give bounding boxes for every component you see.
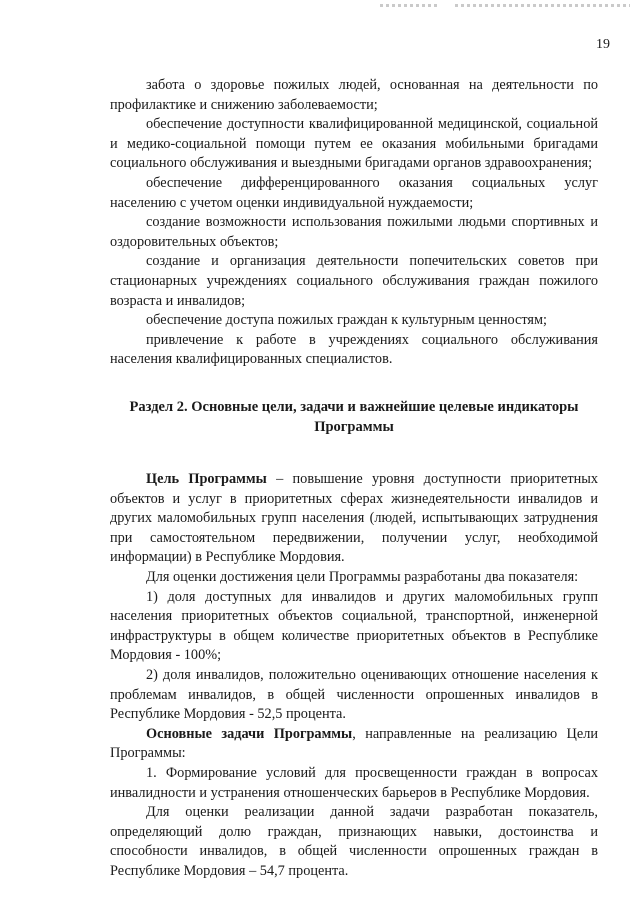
page-number: 19: [596, 37, 610, 52]
indicator-item: 1) доля доступных для инвалидов и других маломобильных групп населения приоритетных объектов социальной, транспортной, инженерной инфраструктуры в общем количестве приоритетных объектов в Республике Мордовия - 100%;: [110, 588, 598, 664]
task-indicator: Для оценки реализации данной задачи разработан показатель, определяющий долю граждан, признающих навыки, достоинства и способности инвалидов, в общей численности опрошенных граждан в Республике Мордовия – 54,7 процента.: [110, 804, 598, 879]
tasks-paragraph: [110, 725, 598, 764]
list-item: привлечение к работе в учреждениях социального обслуживания населения квалифицированных специалистов.: [110, 331, 598, 368]
list-item: обеспечение доступа пожилых граждан к культурным ценностям;: [146, 312, 548, 329]
indicators-intro: Для оценки достижения цели Программы разработаны два показателя:: [146, 569, 579, 586]
list-item: создание возможности использования пожилыми людьми спортивных и оздоровительных объектов;: [110, 214, 598, 250]
scan-artifact: [380, 4, 440, 7]
tasks-lead: Основные задачи Программы: [146, 725, 353, 742]
section-heading: Раздел 2. Основные цели, задачи и важнейшие целевые индикаторы Программы: [129, 398, 579, 435]
indicator-item: 2) доля инвалидов, положительно оценивающих отношение населения к проблемам инвалидов, в общей численности опрошенных инвалидов в Республике Мордовия - 52,5 процента.: [110, 667, 598, 723]
list-item: создание и организация деятельности попечительских советов при стационарных учреждениях социального обслуживания граждан пожилого возраста и инвалидов;: [110, 253, 598, 309]
list-item: обеспечение дифференцированного оказания социальных услуг населению с учетом оценки индивидуальной нуждаемости;: [110, 174, 598, 211]
list-item: забота о здоровье пожилых людей, основанная на деятельности по профилактике и снижению заболеваемости;: [110, 77, 598, 113]
scan-artifact: [455, 4, 630, 7]
list-item: обеспечение доступности квалифицированной медицинской, социальной и медико-социальной помощи путем ее оказания мобильными бригадами социального обслуживания и выездными бригадами органов здравоохранения;: [110, 116, 598, 172]
goal-paragraph: [110, 470, 598, 568]
tasks-text: , направленные на реализацию Цели Программы:: [110, 725, 598, 762]
goal-text: – повышение уровня доступности приоритетных объектов и услуг в приоритетных сферах жизнедеятельности инвалидов и других маломобильных групп населения (людей, испытывающих затруднения при самостоятельном передвижении, получении услуг, необходимой информации) в Республике Мордовия.: [110, 471, 598, 566]
task-item: 1. Формирование условий для просвещенности граждан в вопросах инвалидности и устранения отношенческих барьеров в Республике Мордовия.: [110, 765, 598, 801]
document-body: [110, 76, 598, 882]
goal-lead: Цель Программы: [146, 471, 267, 488]
